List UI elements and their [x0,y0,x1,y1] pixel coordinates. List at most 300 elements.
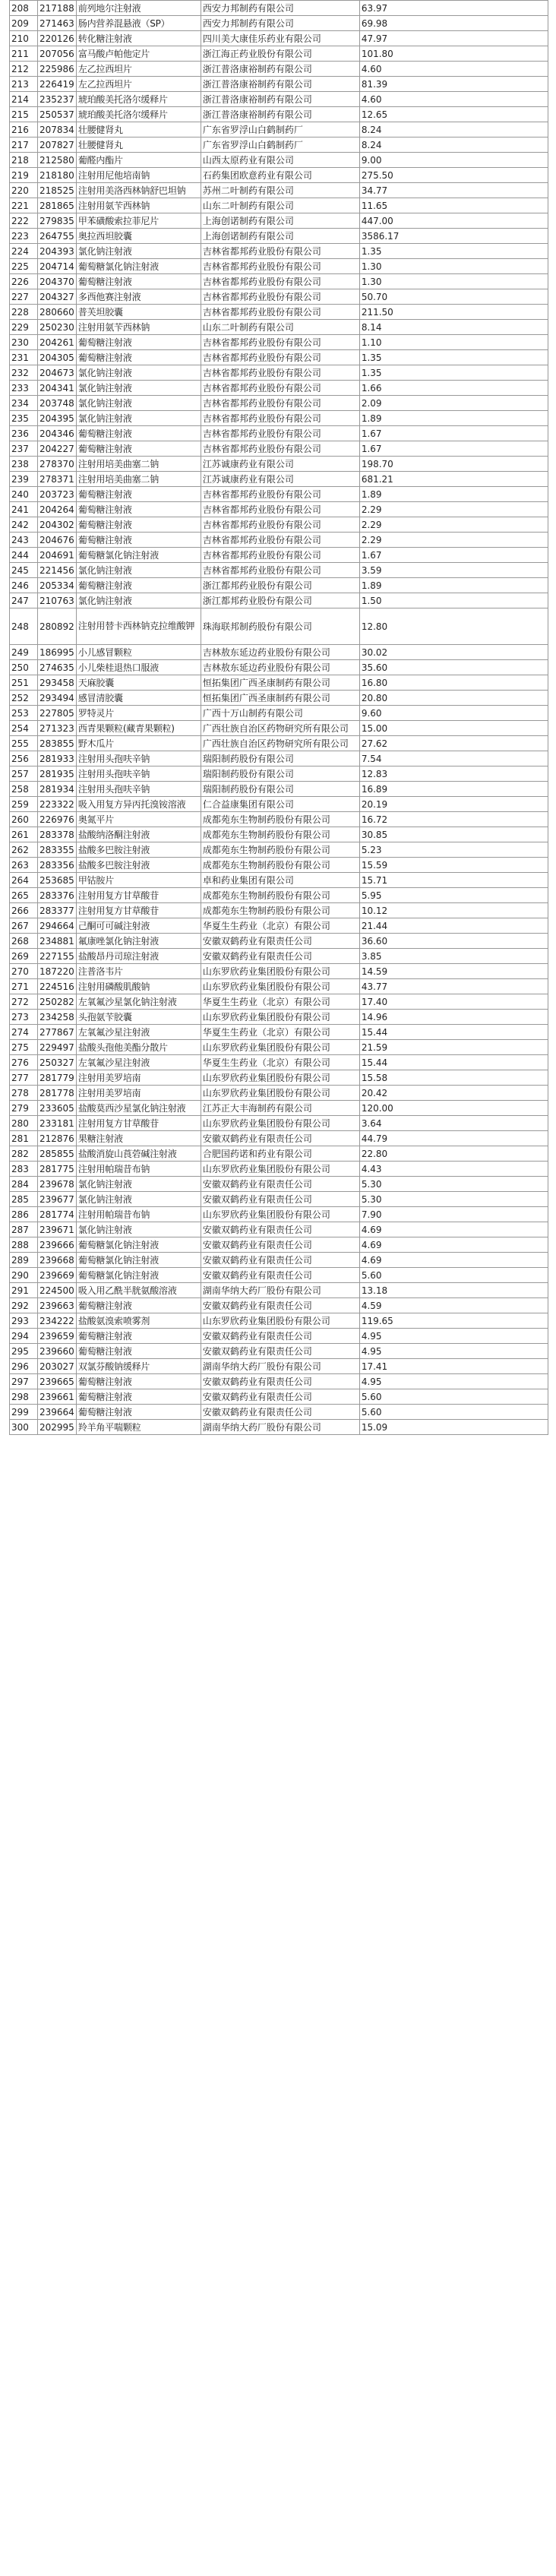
drug-name-cell: 注射用尼他培南钠 [76,168,201,183]
row-number-cell: 294 [10,1329,38,1344]
manufacturer-cell: 仁合益康集团有限公司 [201,797,359,812]
manufacturer-cell: 湖南华纳大药厂股份有限公司 [201,1359,359,1374]
product-code-cell: 234222 [38,1313,77,1329]
table-row [10,1070,548,1086]
product-code-cell: 235237 [38,92,77,107]
row-number-cell: 214 [10,92,38,107]
table-row [10,107,548,122]
product-code-cell: 293458 [38,675,77,691]
price-cell: 275.50 [359,168,548,183]
table-row [10,994,548,1010]
product-code-cell: 279835 [38,213,77,229]
drug-name-cell: 注射用复方甘草酸苷 [76,903,201,918]
price-cell: 198.70 [359,457,548,472]
drug-name-cell: 盐酸昂丹司琼注射液 [76,949,201,964]
manufacturer-cell: 吉林省都邦药业股份有限公司 [201,335,359,350]
product-code-cell: 274635 [38,660,77,675]
table-row [10,457,548,472]
table-row [10,153,548,168]
table-row [10,198,548,213]
row-number-cell: 237 [10,441,38,457]
drug-name-cell: 氯化钠注射液 [76,244,201,259]
price-cell: 2.29 [359,502,548,517]
price-cell: 16.72 [359,812,548,827]
drug-name-cell: 盐酸多巴胺注射液 [76,858,201,873]
table-row [10,426,548,441]
row-number-cell: 255 [10,736,38,751]
manufacturer-cell: 成都苑东生物制药股份有限公司 [201,858,359,873]
drug-name-cell: 氯化钠注射液 [76,396,201,411]
price-cell: 4.60 [359,62,548,77]
manufacturer-cell: 安徽双鹤药业有限责任公司 [201,1389,359,1405]
table-row [10,751,548,766]
product-code-cell: 226976 [38,812,77,827]
drug-name-cell: 葡萄糖氯化钠注射液 [76,1268,201,1283]
drug-name-cell: 感冒清胶囊 [76,691,201,706]
drug-name-cell: 注射用头孢呋辛钠 [76,751,201,766]
row-number-cell: 286 [10,1207,38,1222]
table-row [10,365,548,381]
table-row [10,979,548,994]
drug-name-cell: 富马酸卢帕他定片 [76,46,201,62]
drug-name-cell: 葡萄糖注射液 [76,533,201,548]
manufacturer-cell: 山东罗欣药业集团股份有限公司 [201,1010,359,1025]
drug-name-cell: 葡醛内酯片 [76,153,201,168]
price-cell: 7.54 [359,751,548,766]
product-code-cell: 227155 [38,949,77,964]
table-row [10,1010,548,1025]
product-code-cell: 204714 [38,259,77,274]
manufacturer-cell: 山西太原药业有限公司 [201,153,359,168]
price-cell: 1.66 [359,381,548,396]
price-cell: 15.44 [359,1025,548,1040]
product-code-cell: 234258 [38,1010,77,1025]
price-cell: 14.96 [359,1010,548,1025]
row-number-cell: 256 [10,751,38,766]
table-row [10,949,548,964]
product-code-cell: 280892 [38,608,77,645]
drug-name-cell: 注射用美罗培南 [76,1086,201,1101]
manufacturer-cell: 吉林省都邦药业股份有限公司 [201,517,359,533]
price-cell: 22.80 [359,1146,548,1162]
table-row [10,812,548,827]
row-number-cell: 285 [10,1192,38,1207]
drug-name-cell: 注射用氨苄西林钠 [76,320,201,335]
price-cell: 69.98 [359,16,548,31]
manufacturer-cell: 山东罗欣药业集团股份有限公司 [201,1313,359,1329]
manufacturer-cell: 吉林省都邦药业股份有限公司 [201,396,359,411]
row-number-cell: 242 [10,517,38,533]
drug-name-cell: 氯化钠注射液 [76,563,201,578]
price-cell: 12.83 [359,766,548,782]
table-row [10,1040,548,1055]
drug-name-cell: 琥珀酸美托洛尔缓释片 [76,107,201,122]
manufacturer-cell: 山东二叶制药有限公司 [201,198,359,213]
product-code-cell: 212876 [38,1131,77,1146]
product-code-cell: 278370 [38,457,77,472]
product-code-cell: 281778 [38,1086,77,1101]
product-code-cell: 204673 [38,365,77,381]
product-code-cell: 225986 [38,62,77,77]
drug-name-cell: 氯化钠注射液 [76,1177,201,1192]
row-number-cell: 218 [10,153,38,168]
price-cell: 4.69 [359,1222,548,1237]
manufacturer-cell: 上海创诺制药有限公司 [201,229,359,244]
product-code-cell: 204302 [38,517,77,533]
drug-name-cell: 注射用帕瑞昔布钠 [76,1207,201,1222]
manufacturer-cell: 华夏生生药业（北京）有限公司 [201,994,359,1010]
row-number-cell: 226 [10,274,38,289]
row-number-cell: 260 [10,812,38,827]
manufacturer-cell: 瑞阳制药股份有限公司 [201,766,359,782]
table-row [10,1207,548,1222]
product-code-cell: 203748 [38,396,77,411]
drug-name-cell: 注普洛韦片 [76,964,201,979]
product-code-cell: 281934 [38,782,77,797]
table-row [10,487,548,502]
drug-name-cell: 注射用培美曲塞二钠 [76,472,201,487]
product-code-cell: 218180 [38,168,77,183]
price-cell: 5.60 [359,1389,548,1405]
table-row [10,873,548,888]
drug-name-cell: 氟康唑氯化钠注射液 [76,934,201,949]
table-row [10,335,548,350]
row-number-cell: 283 [10,1162,38,1177]
product-code-cell: 264755 [38,229,77,244]
row-number-cell: 277 [10,1070,38,1086]
table-row [10,502,548,517]
price-cell: 44.79 [359,1131,548,1146]
row-number-cell: 225 [10,259,38,274]
manufacturer-cell: 安徽双鹤药业有限责任公司 [201,1344,359,1359]
product-code-cell: 283855 [38,736,77,751]
manufacturer-cell: 吉林省都邦药业股份有限公司 [201,289,359,305]
price-cell: 3.85 [359,949,548,964]
row-number-cell: 228 [10,305,38,320]
table-row [10,934,548,949]
drug-name-cell: 葡萄糖注射液 [76,487,201,502]
drug-name-cell: 注射用磷酸肌酸钠 [76,979,201,994]
drug-name-cell: 左氧氟沙星注射液 [76,1055,201,1070]
row-number-cell: 229 [10,320,38,335]
manufacturer-cell: 安徽双鹤药业有限责任公司 [201,1237,359,1253]
drug-name-cell: 注射用复方甘草酸苷 [76,1116,201,1131]
product-code-cell: 283376 [38,888,77,903]
price-cell: 15.00 [359,721,548,736]
manufacturer-cell: 湖南华纳大药厂股份有限公司 [201,1420,359,1435]
row-number-cell: 208 [10,1,38,16]
table-row [10,305,548,320]
manufacturer-cell: 吉林省都邦药业股份有限公司 [201,563,359,578]
drug-name-cell: 注射用头孢呋辛钠 [76,766,201,782]
product-code-cell: 224516 [38,979,77,994]
row-number-cell: 287 [10,1222,38,1237]
price-cell: 15.59 [359,858,548,873]
table-row [10,1268,548,1283]
product-code-cell: 239678 [38,1177,77,1192]
row-number-cell: 269 [10,949,38,964]
drug-name-cell: 葡萄糖注射液 [76,426,201,441]
table-row [10,548,548,563]
product-code-cell: 278371 [38,472,77,487]
manufacturer-cell: 浙江海正药业股份有限公司 [201,46,359,62]
table-row [10,721,548,736]
product-code-cell: 204264 [38,502,77,517]
table-row [10,1329,548,1344]
row-number-cell: 217 [10,137,38,153]
table-row [10,1374,548,1389]
drug-name-cell: 壮腰健肾丸 [76,137,201,153]
row-number-cell: 272 [10,994,38,1010]
product-code-cell: 250230 [38,320,77,335]
table-row [10,1344,548,1359]
manufacturer-cell: 安徽双鹤药业有限责任公司 [201,1405,359,1420]
price-cell: 4.59 [359,1298,548,1313]
row-number-cell: 270 [10,964,38,979]
manufacturer-cell: 安徽双鹤药业有限责任公司 [201,1192,359,1207]
manufacturer-cell: 浙江都邦药业股份有限公司 [201,578,359,593]
drug-name-cell: 氯化钠注射液 [76,381,201,396]
price-cell: 5.23 [359,842,548,858]
product-code-cell: 285855 [38,1146,77,1162]
price-cell: 5.95 [359,888,548,903]
product-code-cell: 281774 [38,1207,77,1222]
price-cell: 1.67 [359,426,548,441]
table-row [10,645,548,660]
product-code-cell: 204305 [38,350,77,365]
manufacturer-cell: 山东罗欣药业集团股份有限公司 [201,1086,359,1101]
row-number-cell: 253 [10,706,38,721]
price-cell: 4.95 [359,1329,548,1344]
table-row [10,183,548,198]
product-code-cell: 204327 [38,289,77,305]
product-code-cell: 218525 [38,183,77,198]
row-number-cell: 215 [10,107,38,122]
product-code-cell: 204227 [38,441,77,457]
manufacturer-cell: 安徽双鹤药业有限责任公司 [201,1177,359,1192]
manufacturer-cell: 吉林省都邦药业股份有限公司 [201,305,359,320]
product-code-cell: 280660 [38,305,77,320]
price-cell: 1.35 [359,244,548,259]
drug-name-cell: 葡萄糖注射液 [76,274,201,289]
row-number-cell: 212 [10,62,38,77]
row-number-cell: 257 [10,766,38,782]
row-number-cell: 299 [10,1405,38,1420]
table-row [10,229,548,244]
drug-name-cell: 果糖注射液 [76,1131,201,1146]
table-row [10,396,548,411]
price-cell: 1.30 [359,259,548,274]
product-code-cell: 210763 [38,593,77,608]
drug-name-cell: 左乙拉西坦片 [76,62,201,77]
table-row [10,827,548,842]
price-cell: 5.60 [359,1268,548,1283]
drug-name-cell: 头孢氨苄胶囊 [76,1010,201,1025]
row-number-cell: 298 [10,1389,38,1405]
table-row [10,660,548,675]
price-cell: 4.95 [359,1374,548,1389]
drug-name-cell: 注射用替卡西林钠克拉维酸钾 [76,608,201,645]
row-number-cell: 292 [10,1298,38,1313]
product-code-cell: 186995 [38,645,77,660]
price-cell: 1.89 [359,411,548,426]
manufacturer-cell: 浙江普洛康裕制药有限公司 [201,62,359,77]
manufacturer-cell: 四川美大康佳乐药业有限公司 [201,31,359,46]
row-number-cell: 268 [10,934,38,949]
manufacturer-cell: 山东罗欣药业集团股份有限公司 [201,1070,359,1086]
price-cell: 63.97 [359,1,548,16]
product-code-cell: 250327 [38,1055,77,1070]
table-row [10,1389,548,1405]
drug-name-cell: 罗特灵片 [76,706,201,721]
drug-name-cell: 注射用美罗培南 [76,1070,201,1086]
row-number-cell: 276 [10,1055,38,1070]
product-code-cell: 239669 [38,1268,77,1283]
row-number-cell: 245 [10,563,38,578]
table-row [10,1101,548,1116]
price-cell: 1.67 [359,548,548,563]
product-code-cell: 239663 [38,1298,77,1313]
product-code-cell: 250282 [38,994,77,1010]
table-row [10,1192,548,1207]
table-row [10,964,548,979]
product-code-cell: 253685 [38,873,77,888]
price-cell: 15.44 [359,1055,548,1070]
product-code-cell: 221456 [38,563,77,578]
drug-name-cell: 葡萄糖注射液 [76,335,201,350]
manufacturer-cell: 山东罗欣药业集团股份有限公司 [201,1040,359,1055]
drug-name-cell: 小儿感冒颗粒 [76,645,201,660]
drug-name-cell: 野木瓜片 [76,736,201,751]
manufacturer-cell: 湖南华纳大药厂股份有限公司 [201,1283,359,1298]
price-cell: 50.70 [359,289,548,305]
table-row [10,381,548,396]
drug-name-cell: 转化糖注射液 [76,31,201,46]
manufacturer-cell: 合肥国药诺和药业有限公司 [201,1146,359,1162]
product-code-cell: 224500 [38,1283,77,1298]
product-code-cell: 202995 [38,1420,77,1435]
drug-name-cell: 左乙拉西坦片 [76,77,201,92]
table-row [10,1162,548,1177]
manufacturer-cell: 安徽双鹤药业有限责任公司 [201,1268,359,1283]
row-number-cell: 223 [10,229,38,244]
product-code-cell: 233181 [38,1116,77,1131]
row-number-cell: 290 [10,1268,38,1283]
row-number-cell: 252 [10,691,38,706]
price-cell: 5.30 [359,1192,548,1207]
row-number-cell: 279 [10,1101,38,1116]
table-row [10,858,548,873]
product-code-cell: 283355 [38,842,77,858]
table-row [10,563,548,578]
product-code-cell: 207827 [38,137,77,153]
row-number-cell: 259 [10,797,38,812]
drug-name-cell: 盐酸氨溴索喷雾剂 [76,1313,201,1329]
row-number-cell: 222 [10,213,38,229]
row-number-cell: 209 [10,16,38,31]
product-code-cell: 205334 [38,578,77,593]
product-code-cell: 204395 [38,411,77,426]
drug-name-cell: 葡萄糖注射液 [76,1405,201,1420]
price-cell: 30.02 [359,645,548,660]
drug-name-cell: 盐酸消旋山莨菪碱注射液 [76,1146,201,1162]
drug-name-cell: 注射用氨苄西林钠 [76,198,201,213]
row-number-cell: 238 [10,457,38,472]
manufacturer-cell: 广东省罗浮山白鹤制药厂 [201,122,359,137]
drug-name-cell: 西青果颗粒(藏青果颗粒) [76,721,201,736]
price-cell: 8.24 [359,122,548,137]
row-number-cell: 289 [10,1253,38,1268]
drug-name-cell: 盐酸多巴胺注射液 [76,842,201,858]
drug-name-cell: 葡萄糖注射液 [76,1298,201,1313]
price-cell: 12.80 [359,608,548,645]
drug-name-cell: 天麻胶囊 [76,675,201,691]
product-code-cell: 283356 [38,858,77,873]
table-row [10,675,548,691]
product-code-cell: 293494 [38,691,77,706]
manufacturer-cell: 恒拓集团广西圣康制药有限公司 [201,691,359,706]
product-code-cell: 239677 [38,1192,77,1207]
manufacturer-cell: 瑞阳制药股份有限公司 [201,751,359,766]
price-cell: 120.00 [359,1101,548,1116]
table-row [10,441,548,457]
row-number-cell: 265 [10,888,38,903]
drug-name-cell: 葡萄糖氯化钠注射液 [76,1253,201,1268]
price-cell: 13.18 [359,1283,548,1298]
price-cell: 21.59 [359,1040,548,1055]
price-cell: 447.00 [359,213,548,229]
manufacturer-cell: 苏州二叶制药有限公司 [201,183,359,198]
price-cell: 4.95 [359,1344,548,1359]
drug-name-cell: 前列地尔注射液 [76,1,201,16]
table-row [10,16,548,31]
table-row [10,92,548,107]
price-cell: 16.89 [359,782,548,797]
product-code-cell: 239665 [38,1374,77,1389]
product-code-cell: 226419 [38,77,77,92]
price-cell: 4.69 [359,1253,548,1268]
drug-name-cell: 葡萄糖注射液 [76,350,201,365]
manufacturer-cell: 吉林省都邦药业股份有限公司 [201,350,359,365]
product-code-cell: 204676 [38,533,77,548]
product-code-cell: 212580 [38,153,77,168]
product-code-cell: 281775 [38,1162,77,1177]
manufacturer-cell: 吉林省都邦药业股份有限公司 [201,426,359,441]
price-cell: 47.97 [359,31,548,46]
price-cell: 15.58 [359,1070,548,1086]
drug-name-cell: 奥氮平片 [76,812,201,827]
manufacturer-cell: 成都苑东生物制药股份有限公司 [201,842,359,858]
manufacturer-cell: 广西壮族自治区药物研究所有限公司 [201,721,359,736]
manufacturer-cell: 安徽双鹤药业有限责任公司 [201,1253,359,1268]
row-number-cell: 248 [10,608,38,645]
price-cell: 681.21 [359,472,548,487]
price-cell: 1.10 [359,335,548,350]
product-code-cell: 239664 [38,1405,77,1420]
manufacturer-cell: 吉林省都邦药业股份有限公司 [201,259,359,274]
product-code-cell: 239666 [38,1237,77,1253]
manufacturer-cell: 西安力邦制药有限公司 [201,1,359,16]
price-cell: 3586.17 [359,229,548,244]
manufacturer-cell: 成都苑东生物制药股份有限公司 [201,903,359,918]
manufacturer-cell: 吉林省都邦药业股份有限公司 [201,381,359,396]
product-code-cell: 204393 [38,244,77,259]
table-row [10,593,548,608]
drug-name-cell: 葡萄糖注射液 [76,1374,201,1389]
table-row [10,1131,548,1146]
table-row [10,320,548,335]
product-code-cell: 204341 [38,381,77,396]
